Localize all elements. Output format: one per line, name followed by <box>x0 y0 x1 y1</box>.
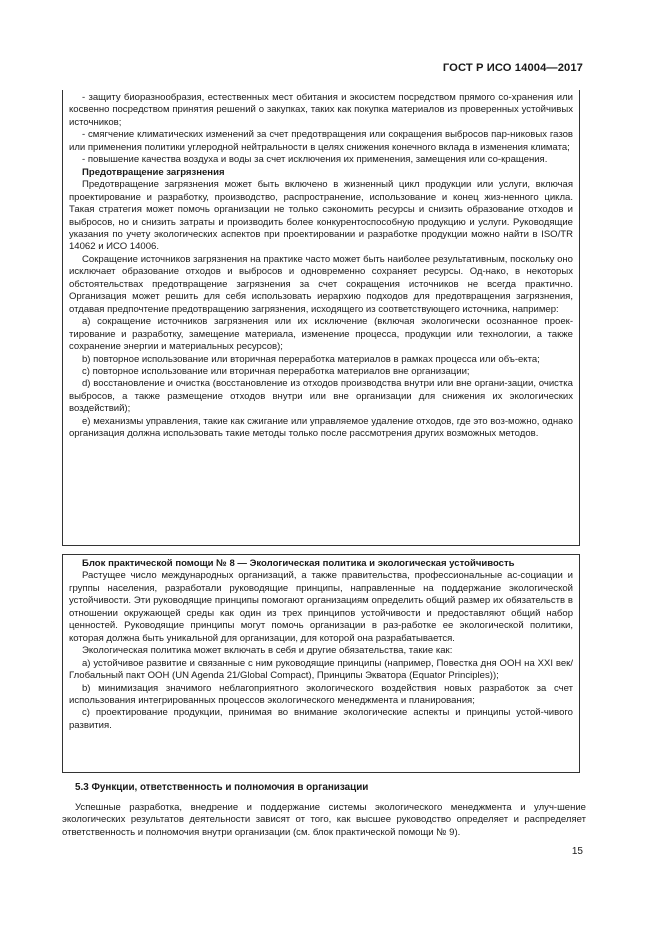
pollution-paragraph-2: Сокращение источников загрязнения на практике часто может быть наиболее результативным, поскольку оно исключает образование отходов и выбросов и одновременно сохраняет ресурсы. Од-нако, в некоторых обстоятельствах предотвращение загрязнения за счет сокращения источников не всегда практично. Организация может решить для себя использовать иерархию подходов для предотвращения загрязнения, отдавая предпочтение предотвращению загрязнения, исходящего из соответствующего источника, например: <box>69 253 573 315</box>
continued-text-box <box>62 90 580 546</box>
pollution-prevention-heading: Предотвращение загрязнения <box>82 166 225 178</box>
practical-help-box-8 <box>62 554 580 773</box>
hierarchy-item-c: с) повторное использование или вторичная переработка материалов вне организации; <box>82 365 470 377</box>
bullet-air-water: - повышение качества воздуха и воды за счет исключения их применения, замещения или со-кращения. <box>82 154 548 166</box>
hierarchy-item-d: d) восстановление и очистка (восстановление из отходов производства внутри или вне органи-зации, очистка выбросов, а также размещение отходов внутри или вне организации для снижения их экологических воздействий); <box>69 378 573 415</box>
section-paragraph-text: Успешные разработка, внедрение и поддержание системы экологического менеджмента и улуч-шение экологических результатов деятельности зависят от того, как высшее руководство определяет и распределяет ответственность и полномочия внутри организации (см. блок практической помощи № 9). <box>62 802 586 838</box>
section-title: 5.3 Функции, ответственность и полномочия в организации <box>75 782 369 793</box>
policy-item-b: b) минимизация значимого неблагоприятного экологического воздействия новых разработок за счет использования интегрированных процессов экологического менеджмента и планирования; <box>69 682 573 706</box>
document-header: ГОСТ Р ИСО 14004—2017 <box>442 62 583 74</box>
policy-item-a: а) устойчивое развитие и связанные с ним руководящие принципы (например, Повестка дня ООН на XXI век/Глобальный пакт ООН (UN Agenda 21/Global Compact), Принципы Экватора (Equator Principles)); <box>69 657 573 682</box>
bullet-climate: - смягчение климатических изменений за счет предотвращения или сокращения выбросов пар-никовых газов или применения политики углеродной нейтральности в целях снижения конечного вклада в изменения климата; <box>69 129 573 153</box>
hierarchy-item-a: а) сокращение источников загрязнения или их исключение (включая экологически осознанное проек-тирование и разработку, замещение материала, изменение процесса, продукции или технологии, а также сохранение энергии и материальных ресурсов); <box>69 316 573 353</box>
hierarchy-item-e: е) механизмы управления, такие как сжигание или управляемое удаление отходов, где это воз-можно, однако организация должна использовать такие методы только после рассмотрения других возможных методов. <box>69 415 573 440</box>
section-paragraph <box>62 802 586 839</box>
page-number: 15 <box>571 846 583 857</box>
practical-help-paragraph-1: Растущее число международных организаций, а также правительства, профессиональные ас-социации и группы населения, разработали руководящие принципы, направленные на поддержание экологической устойчивости. Эти руководящие принципы помогают организациям определить общий размер их обязательств в отношении окружающей среды как один из трех принципов устойчивости и предоставляют общий набор ценностей. Руководящие принципы могут помочь организации в раз-работке ее экологической политики, которая должна быть уникальной для организации, для которой она разрабатывается. <box>69 570 573 644</box>
bullet-biodiversity: - защиту биоразнообразия, естественных мест обитания и экосистем посредством прямого со-хранения или косвенно посредством принятия решений о закупках, таких как покупка материалов из проверенных устойчивых источников; <box>69 92 573 128</box>
policy-item-c: с) проектирование продукции, принимая во внимание экологические аспекты и принципы устой-чивого развития. <box>69 707 573 731</box>
practical-help-title: Блок практической помощи № 8 — Экологическая политика и экологическая устойчивость <box>82 558 515 569</box>
practical-help-paragraph-2: Экологическая политика может включать в себя и другие обязательства, такие как: <box>82 645 453 657</box>
hierarchy-item-b: b) повторное использование или вторичная переработка материалов в рамках процесса или объ-екта; <box>82 353 540 365</box>
pollution-paragraph-1: Предотвращение загрязнения может быть включено в жизненный цикл продукции или услуги, включая проектирование и разработку, производство, распространение, использование и конец жиз-ненного цикла. Такая стратегия может помочь организации не только сэкономить ресурсы и снизить образование отходов и выбросов, но и снизить затраты и производить более конкурентоспособную продукцию и услуги. Руководящие указания по учету экологических аспектов при проектировании и разработке продукции можно найти в ISO/TR 14062 и ИСО 14006. <box>69 179 573 253</box>
